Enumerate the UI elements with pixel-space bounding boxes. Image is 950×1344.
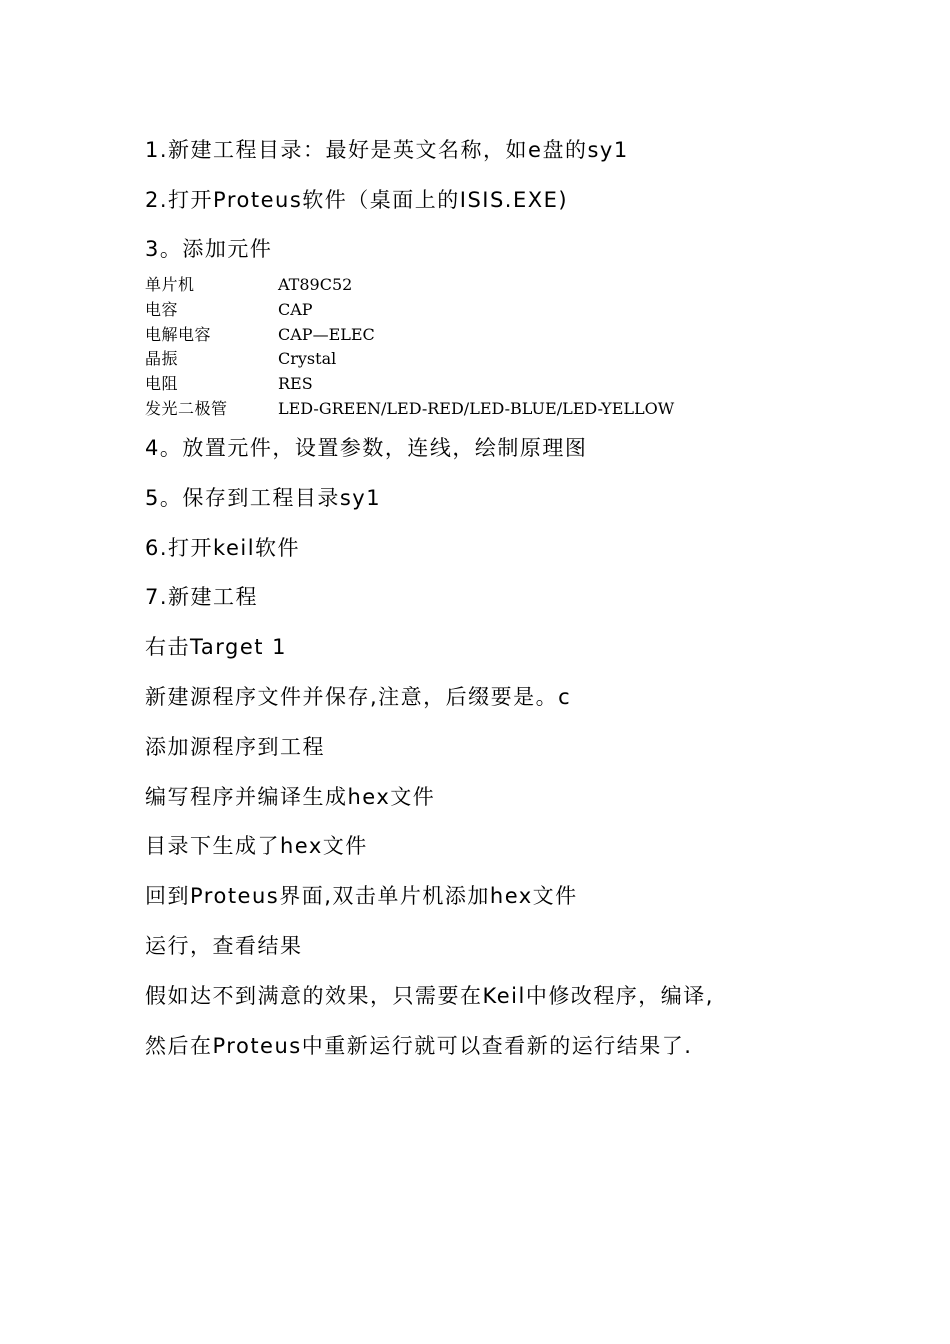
component-row <box>145 298 674 323</box>
step-5: 5。保存到工程目录sy1 <box>145 486 382 510</box>
sub-step-compile-hex: 编写程序并编译生成hex文件 <box>145 785 436 809</box>
component-name: 电容 <box>145 299 179 319</box>
component-row <box>145 372 674 397</box>
step-4: 4。放置元件，设置参数，连线，绘制原理图 <box>145 436 588 460</box>
step-3: 3。添加元件 <box>145 237 273 261</box>
sub-step-run: 运行，查看结果 <box>145 934 303 958</box>
sub-step-modify-in-keil: 假如达不到满意的效果，只需要在Keil中修改程序，编译, <box>145 984 714 1008</box>
component-list <box>145 273 674 422</box>
component-part: CAP—ELEC <box>278 324 375 344</box>
component-row <box>145 273 674 298</box>
component-part: LED-GREEN/LED-RED/LED-BLUE/LED-YELLOW <box>278 398 675 418</box>
sub-step-rerun-in-proteus: 然后在Proteus中重新运行就可以查看新的运行结果了. <box>145 1034 693 1058</box>
sub-step-new-source-file: 新建源程序文件并保存,注意，后缀要是。c <box>145 685 572 709</box>
sub-step-add-source: 添加源程序到工程 <box>145 735 325 759</box>
step-6: 6.打开keil软件 <box>145 536 301 560</box>
component-part: Crystal <box>278 349 337 369</box>
component-name: 电阻 <box>145 374 179 394</box>
component-row <box>145 323 674 348</box>
sub-step-hex-generated: 目录下生成了hex文件 <box>145 834 368 858</box>
component-part: CAP <box>278 299 313 319</box>
step-1: 1.新建工程目录：最好是英文名称，如e盘的sy1 <box>145 138 629 162</box>
component-name: 电解电容 <box>145 324 212 344</box>
component-name: 单片机 <box>145 275 195 294</box>
component-row <box>145 347 674 372</box>
component-part: AT89C52 <box>278 275 353 294</box>
sub-step-back-to-proteus: 回到Proteus界面,双击单片机添加hex文件 <box>145 884 578 908</box>
component-part: RES <box>278 374 313 394</box>
step-2: 2.打开Proteus软件（桌面上的ISIS.EXE) <box>145 188 569 212</box>
sub-step-right-click-target: 右击Target 1 <box>145 635 288 659</box>
component-row <box>145 397 674 422</box>
step-7: 7.新建工程 <box>145 585 259 609</box>
component-name: 晶振 <box>145 349 179 369</box>
component-name: 发光二极管 <box>145 398 228 418</box>
